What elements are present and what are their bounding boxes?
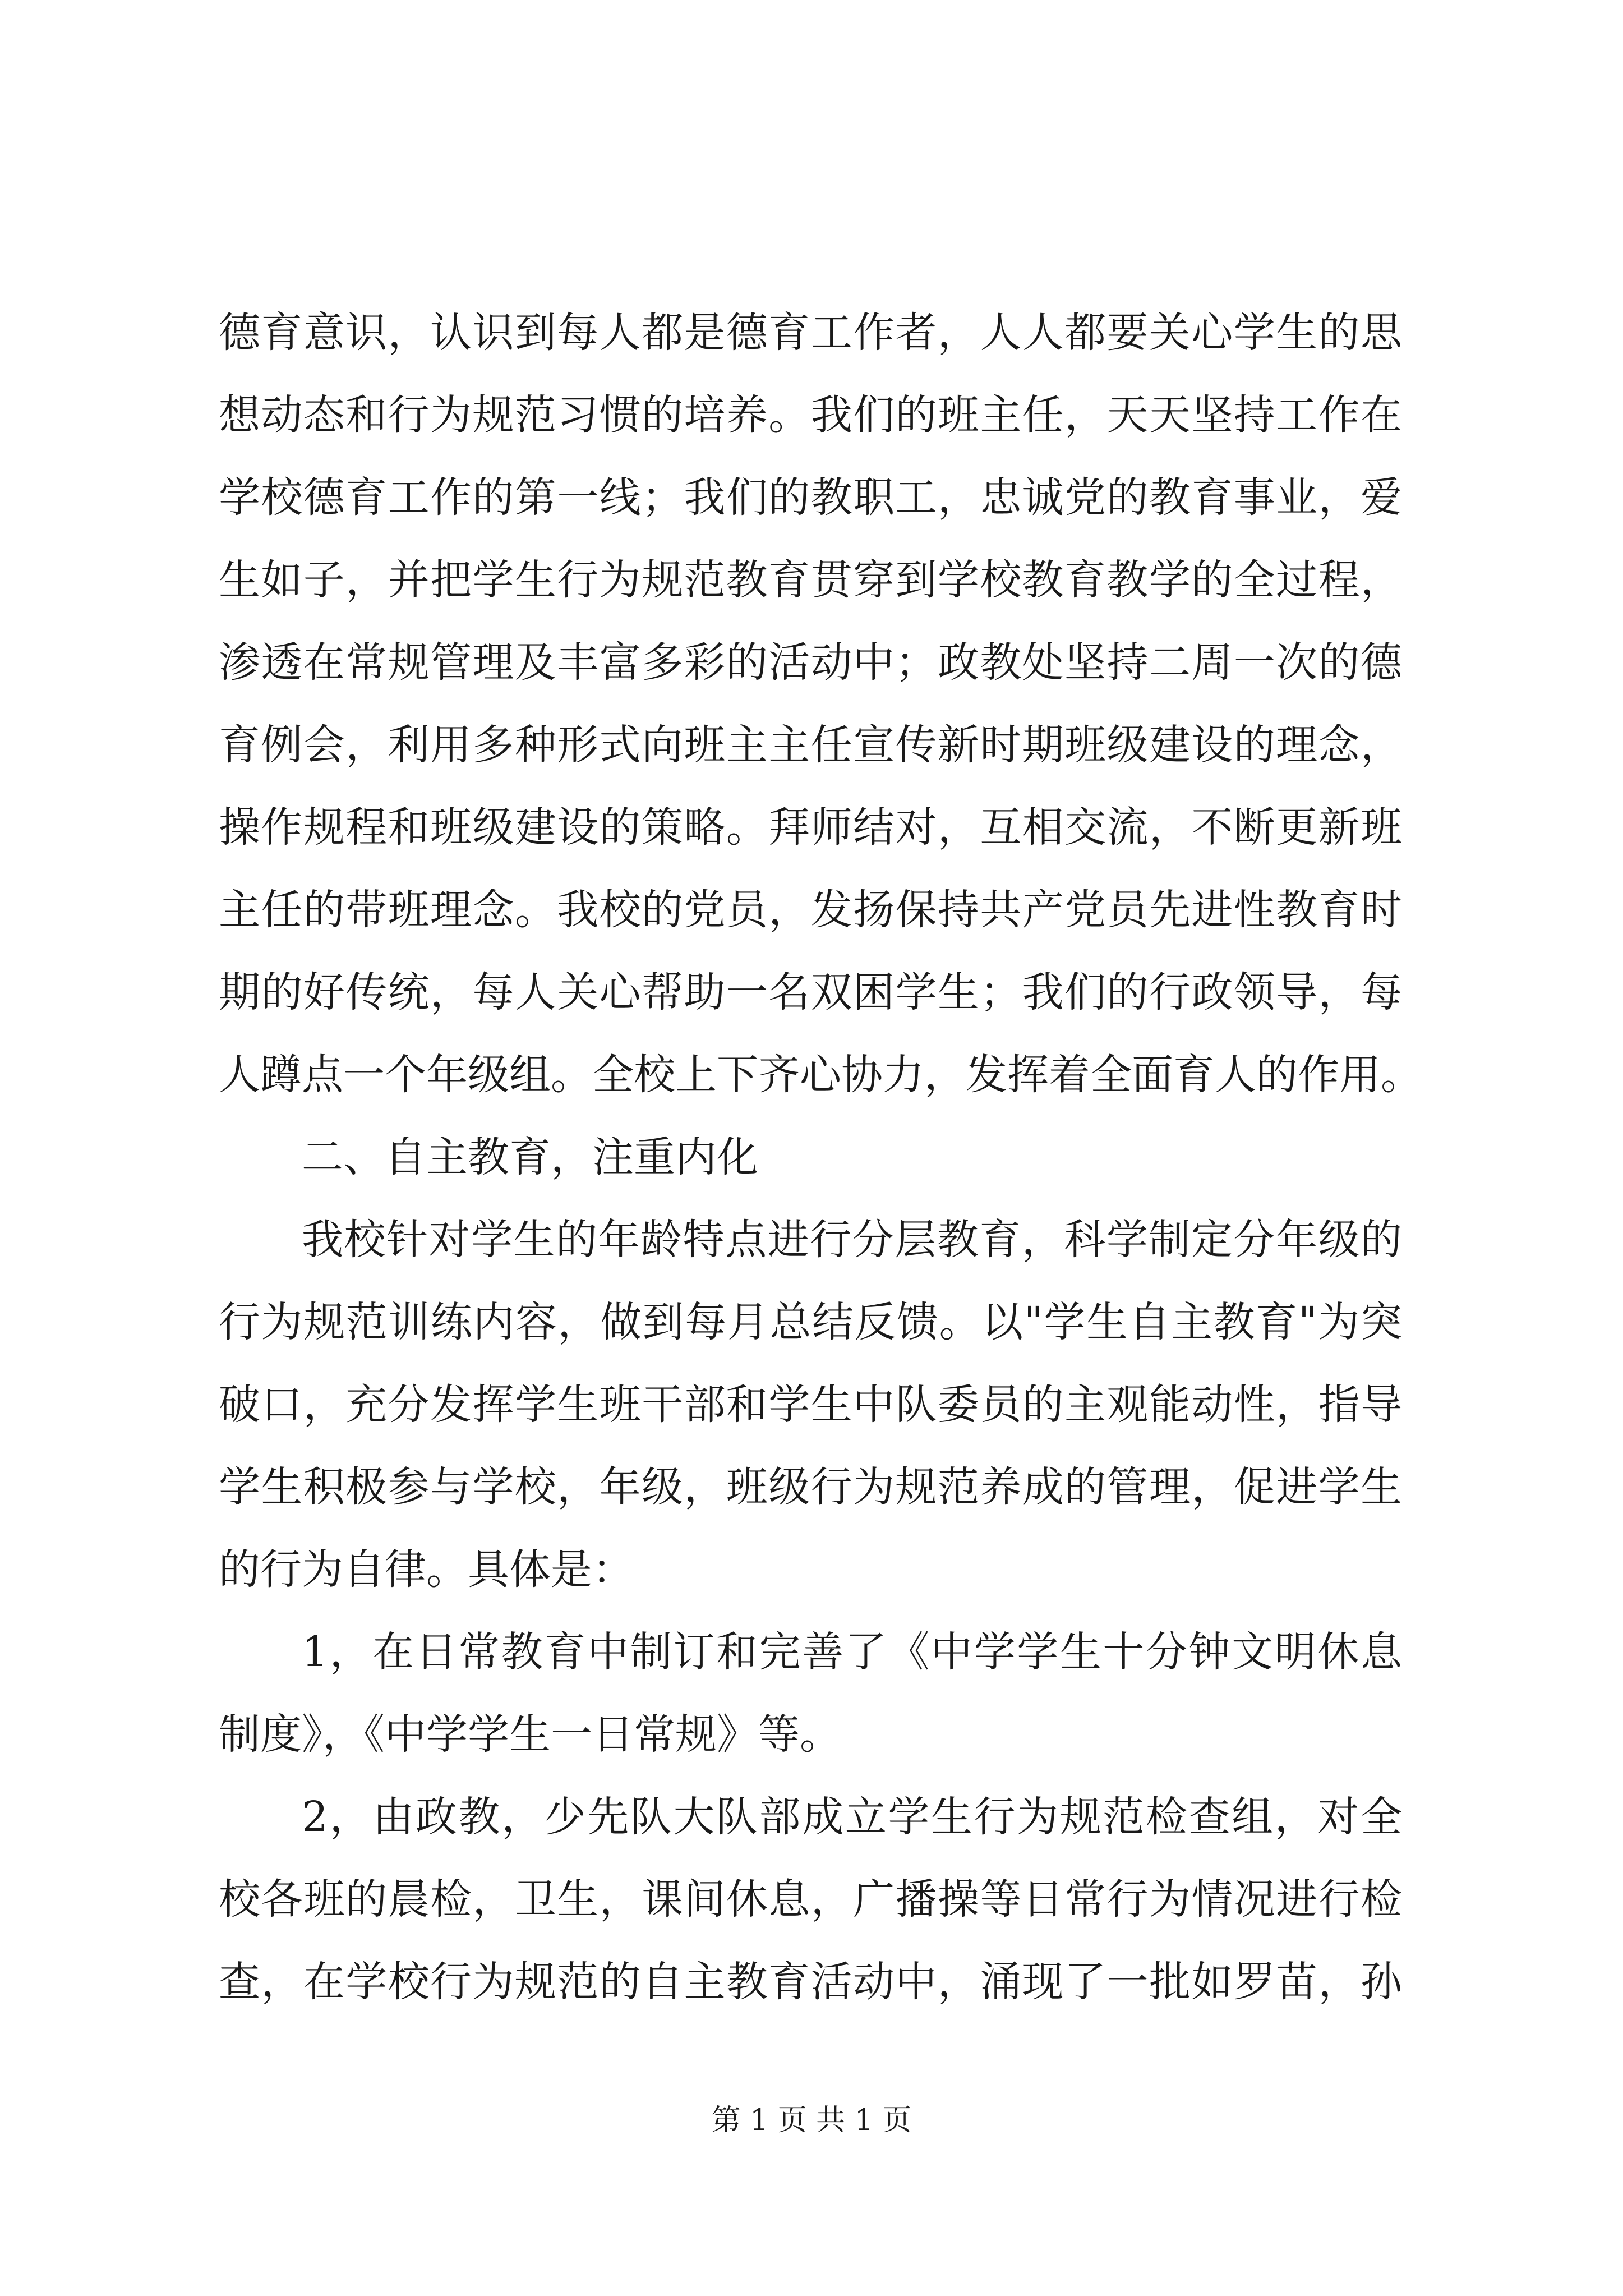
text-line: 渗透在常规管理及丰富多彩的活动中；政教处坚持二周一次的德 (219, 638, 1402, 687)
text-line: 行为规范训练内容，做到每月总结反馈。以"学生自主教育"为突 (219, 1298, 1402, 1346)
document-body (219, 292, 1422, 2023)
text-line: 校各班的晨检，卫生，课间休息，广播操等日常行为情况进行检 (219, 1875, 1402, 1924)
text-line: 查，在学校行为规范的自主教育活动中，涌现了一批如罗苗，孙 (219, 1958, 1402, 2006)
page-footer: 第 1 页 共 1 页 (711, 2104, 912, 2137)
text-line: 的行为自律。具体是： (219, 1545, 634, 1594)
text-line: 学生积极参与学校，年级，班级行为规范养成的管理，促进学生 (219, 1463, 1402, 1511)
text-line: 二、自主教育，注重内化 (302, 1133, 758, 1181)
text-line: 期的好传统，每人关心帮助一名双困学生；我们的行政领导，每 (219, 968, 1402, 1016)
text-line: 生如子，并把学生行为规范教育贯穿到学校教育教学的全过程， (219, 556, 1402, 604)
text-line: 2，由政教，少先队大队部成立学生行为规范检查组，对全 (302, 1793, 1402, 1841)
text-line: 1，在日常教育中制订和完善了《中学学生十分钟文明休息 (302, 1628, 1402, 1676)
text-line: 制度》，《中学学生一日常规》等。 (219, 1710, 841, 1759)
text-line: 学校德育工作的第一线；我们的教职工，忠诚党的教育事业，爱 (219, 473, 1402, 522)
text-line: 人蹲点一个年级组。全校上下齐心协力，发挥着全面育人的作用。 (219, 1051, 1422, 1099)
text-line: 主任的带班理念。我校的党员，发扬保持共产党员先进性教育时 (219, 886, 1402, 934)
text-line: 想动态和行为规范习惯的培养。我们的班主任，天天坚持工作在 (219, 391, 1402, 439)
text-line: 操作规程和班级建设的策略。拜师结对，互相交流，不断更新班 (219, 803, 1402, 852)
text-line: 我校针对学生的年龄特点进行分层教育，科学制定分年级的 (302, 1216, 1402, 1264)
text-line: 德育意识，认识到每人都是德育工作者，人人都要关心学生的思 (219, 309, 1402, 357)
text-line: 育例会，利用多种形式向班主主任宣传新时期班级建设的理念， (219, 721, 1402, 769)
text-line: 破口，充分发挥学生班干部和学生中队委员的主观能动性，指导 (219, 1381, 1402, 1429)
